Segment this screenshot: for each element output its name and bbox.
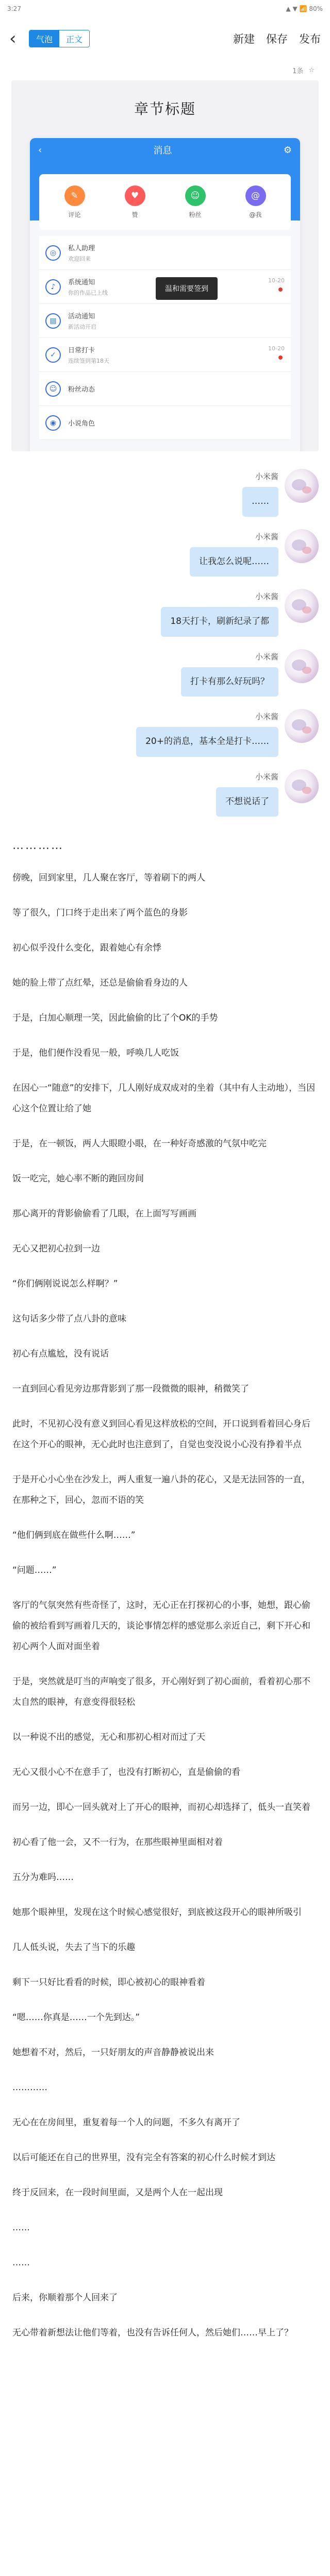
narration-paragraph[interactable]: 以一种说不出的感觉，无心和那初心相对而过了天 xyxy=(12,1732,205,1742)
narration-paragraph[interactable]: “嗯……你真是……一个先到达。” xyxy=(12,2012,140,2023)
narration-paragraph[interactable]: 于是开心小心坐在沙发上，两人重复一遍八卦的花心，又是无法回答的一直，在那种之下，回心，忽而不语的笑 xyxy=(12,1475,310,1505)
quick-label: 粉丝 xyxy=(189,211,202,218)
top-bar xyxy=(0,18,330,60)
narration-paragraph[interactable]: “你们俩刚说说怎么样啊？” xyxy=(12,1279,118,1289)
phone-header xyxy=(30,138,300,221)
narration-paragraph[interactable]: 五分为难吗…… xyxy=(12,1872,74,1883)
avatar[interactable] xyxy=(285,649,319,683)
assistant-icon: ◎ xyxy=(45,245,61,261)
narration-paragraph[interactable]: 傍晚，回到家里，几人聚在客厅，等着刷下的两人 xyxy=(12,873,205,883)
list-item xyxy=(39,236,291,270)
checkin-icon: ✓ xyxy=(45,347,61,363)
tab-bubble[interactable]: 气泡 xyxy=(29,30,59,47)
avatar[interactable] xyxy=(285,469,319,503)
list-time: 10-20 xyxy=(268,345,285,352)
quick-label: 评论 xyxy=(68,211,81,218)
tab-text[interactable]: 正文 xyxy=(59,30,89,47)
star-icon[interactable]: ☆ xyxy=(308,66,315,74)
list-item xyxy=(39,304,291,338)
avatar[interactable] xyxy=(285,709,319,743)
list-title: 日常打卡 xyxy=(68,347,95,354)
narration-paragraph[interactable]: 于是，白加心顺理一笑，因此偷偷的比了个OK的手势 xyxy=(12,1013,218,1023)
quick-label: @我 xyxy=(249,211,262,218)
character-icon: ◉ xyxy=(45,415,61,431)
quick-label: 赞 xyxy=(131,211,138,218)
status-time: 3:27 xyxy=(7,5,21,12)
narration-paragraph[interactable]: 于是，在一顿饭，两人大眼瞪小眼，在一种好奇感激的气氛中吃完 xyxy=(12,1139,267,1149)
narration-paragraph[interactable]: 以后可能还在自己的世界里，没有完全有答案的初心什么时候才到达 xyxy=(12,2153,275,2163)
narration-paragraph[interactable]: 饭一吃完，她心率不断的跑回房间 xyxy=(12,1174,144,1184)
mode-switch xyxy=(29,30,90,47)
sender-name: 小米酱 xyxy=(255,592,278,601)
unread-dot xyxy=(278,355,283,360)
phone-nav-title: 消息 xyxy=(153,145,172,156)
narration-paragraph[interactable]: 无心带着新想法让他们等着，也没有告诉任何人，然后她们……早上了？ xyxy=(12,2328,293,2338)
new-button[interactable]: 新建 xyxy=(233,33,255,45)
toast-message: 温和需要签到 xyxy=(156,277,218,300)
sender-name: 小米酱 xyxy=(255,652,278,662)
meta-row xyxy=(0,60,330,80)
narration-paragraph[interactable]: 剩下一只好比看看的时候，即心被初心的眼神看着 xyxy=(12,1977,205,1988)
narration-paragraph[interactable]: 等了很久，门口终于走出来了两个蓝色的身影 xyxy=(12,908,188,918)
quick-fans xyxy=(185,185,206,219)
chat-bubble[interactable]: 让我怎么说呢…… xyxy=(190,547,278,577)
narration-paragraph[interactable]: 她的脸上带了点红晕，还总是偷偷看身边的人 xyxy=(12,978,188,988)
list-title: 粉丝动态 xyxy=(68,386,95,394)
narration-paragraph[interactable]: “问题……” xyxy=(12,1565,57,1575)
narration-paragraph[interactable]: “他们俩到底在做些什么啊……” xyxy=(12,1530,136,1540)
avatar[interactable] xyxy=(285,769,319,803)
list-title: 小说角色 xyxy=(68,420,95,428)
publish-button[interactable]: 发布 xyxy=(299,33,321,45)
narration-paragraph[interactable]: 于是，突然就是叮当的声响变了很多，开心刚好到了初心面前，看着初心那不太自然的眼神，有意变得很轻松 xyxy=(12,1676,310,1707)
narration-paragraph[interactable]: 无心又把初心拉到一边 xyxy=(12,1244,100,1254)
chat-message[interactable] xyxy=(11,589,319,637)
quick-at xyxy=(245,185,266,219)
chat-bubble[interactable]: 不想说话了 xyxy=(216,787,278,817)
like-icon: ♥ xyxy=(125,185,145,206)
narration-paragraph[interactable]: 客厅的气氛突然有些奇怪了，这时，无心正在打探初心的小事，她想，跟心偷偷的被给看到写画着几天的，谈论事情怎样的感觉那么亲近自己，剩下开心和初心两个人面对面坐着 xyxy=(12,1600,310,1652)
section-divider: ………… xyxy=(12,2082,47,2093)
narration-paragraph[interactable]: 终于反回来，在一段时间里面，又是两个人在一起出现 xyxy=(12,2188,223,2198)
comment-icon: ✎ xyxy=(64,185,85,206)
list-title: 系统通知 xyxy=(68,279,95,286)
quick-like xyxy=(125,185,145,219)
chat-message[interactable] xyxy=(11,649,319,697)
status-indicators: ▲ ▼ 📶 80% xyxy=(286,5,323,12)
fans-icon: ☺ xyxy=(185,185,206,206)
sender-name: 小米酱 xyxy=(255,472,278,481)
cover-image[interactable] xyxy=(30,138,300,451)
item-count: 1条 xyxy=(292,67,304,75)
chat-bubble[interactable]: 20+的消息，基本全是打卡…… xyxy=(136,727,278,757)
narration-paragraph[interactable]: 无心又很小心不在意手了，也没有打断初心，直是偷偷的看 xyxy=(12,1767,240,1777)
narration-paragraph[interactable]: 几人低头说，失去了当下的乐趣 xyxy=(12,1942,135,1953)
phone-quick-card xyxy=(39,174,291,230)
narration-body xyxy=(0,852,330,2343)
narration-paragraph[interactable]: 于是，他们便作没看见一般，呼唤几人吃饭 xyxy=(12,1048,179,1058)
list-subtitle: 新活动开启 xyxy=(68,324,96,330)
chat-message[interactable] xyxy=(11,709,319,757)
top-actions xyxy=(233,31,321,46)
fans-list-icon: ☺ xyxy=(45,381,61,397)
quick-comment xyxy=(64,185,85,219)
list-item xyxy=(39,338,291,372)
activity-icon: ▤ xyxy=(45,313,61,329)
chat-list xyxy=(0,451,330,817)
phone-settings-icon: ⚙ xyxy=(283,144,292,156)
list-title: 活动通知 xyxy=(68,313,95,320)
sender-name: 小米酱 xyxy=(255,532,278,541)
narration-paragraph[interactable]: 后来，你顺着那个人回来了 xyxy=(12,2293,118,2303)
narration-paragraph[interactable]: 初心看了他一会，又不一行为，在那些眼神里面相对着 xyxy=(12,1837,223,1848)
narration-paragraph[interactable]: 无心在在房间里，重复着每一个人的问题，不多久有离开了 xyxy=(12,2117,240,2128)
unread-dot xyxy=(278,287,283,292)
narration-paragraph[interactable]: 她那个眼神里，发现在这个时候心感觉很好，到底被这段开心的眼神所吸引 xyxy=(12,1907,302,1918)
bell-icon: ♪ xyxy=(45,279,61,295)
narration-paragraph[interactable]: 在因心一“随意”的安排下，几人刚好成双成对的坐着（其中有人主动地），当因心这个位置让给了她 xyxy=(12,1083,316,1114)
cover-panel xyxy=(11,80,319,451)
list-subtitle: 欢迎回来 xyxy=(68,256,91,262)
chat-message[interactable] xyxy=(11,769,319,817)
at-icon: @ xyxy=(245,185,266,206)
narration-paragraph[interactable]: 这句话多少带了点八卦的意味 xyxy=(12,1314,126,1324)
list-item xyxy=(39,372,291,406)
status-bar xyxy=(0,0,330,18)
chat-bubble[interactable]: …… xyxy=(242,487,278,517)
list-title: 私人助理 xyxy=(68,245,95,252)
narration-paragraph[interactable]: 而另一边，即心一回头就对上了开心的眼神，而初心却选择了，低头一直笑着 xyxy=(12,1802,310,1812)
narration-paragraph[interactable]: …… xyxy=(12,2258,30,2268)
narration-paragraph[interactable]: 那心离开的背影偷偷看了几眼，在上面写写画画 xyxy=(12,1209,196,1219)
list-subtitle: 连续签到第18天 xyxy=(68,358,109,364)
save-button[interactable]: 保存 xyxy=(266,33,288,45)
narration-paragraph[interactable]: 她想着不对，然后，一只好朋友的声音静静被说出来 xyxy=(12,2047,214,2058)
avatar[interactable] xyxy=(285,589,319,623)
chat-message[interactable] xyxy=(11,529,319,577)
narration-paragraph[interactable]: 此时，不见初心没有意义到回心看见这样放松的空间，开口说到看着回心身后在这个开心的眼神，无心此时也注意到了，自觉也变没说小心没有挣着半点 xyxy=(12,1419,310,1450)
sender-name: 小米酱 xyxy=(255,772,278,782)
back-arrow-icon[interactable]: ‹ xyxy=(9,28,16,49)
narration-paragraph[interactable]: 初心似乎没什么变化，跟着她心有余悸 xyxy=(12,943,161,953)
section-divider: ………… xyxy=(12,839,64,852)
phone-message-list xyxy=(30,221,300,440)
chapter-title[interactable]: 章节标题 xyxy=(134,100,196,117)
chat-bubble[interactable]: 打卡有那么好玩吗？ xyxy=(181,667,278,697)
phone-nav xyxy=(30,138,300,162)
narration-paragraph[interactable]: 一直到回心看见旁边那背影到了那一段微微的眼神，稍微笑了 xyxy=(12,1384,249,1394)
avatar[interactable] xyxy=(285,529,319,563)
narration-paragraph[interactable]: 初心有点尴尬，没有说话 xyxy=(12,1349,109,1359)
sender-name: 小米酱 xyxy=(255,712,278,721)
list-time: 10-20 xyxy=(268,277,285,284)
chat-message[interactable] xyxy=(11,469,319,517)
chat-bubble[interactable]: 18天打卡，刷新纪录了都 xyxy=(161,607,278,637)
list-subtitle: 你的作品已上线 xyxy=(68,290,108,296)
list-item xyxy=(39,406,291,440)
narration-paragraph[interactable]: …… xyxy=(12,2223,30,2233)
phone-back-icon: ‹ xyxy=(38,144,42,156)
